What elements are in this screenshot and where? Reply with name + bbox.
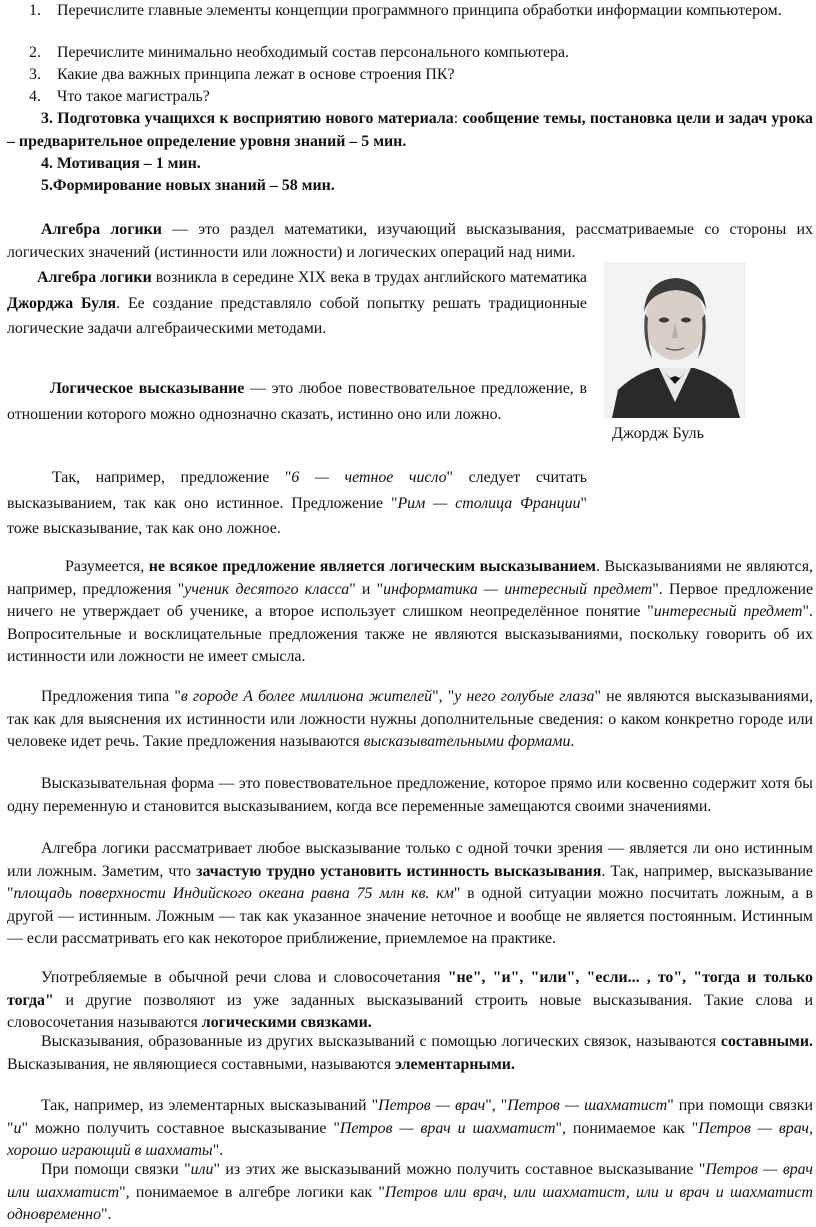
example-phrase: информатика — интересный предмет [383, 580, 653, 598]
paragraph-text: ". Первое предложение ничего не утверждает об ученике, а второе использует слишком неопределённое понятие " [7, 580, 814, 621]
paragraph-form-definition [7, 773, 813, 818]
paragraph-text: " следует считать высказыванием, так как оно истинное. Предложение " [7, 469, 588, 512]
paragraph-example [7, 465, 587, 542]
paragraph-text: " при помощи связки " [7, 1097, 813, 1137]
paragraph-text: Так, например, предложение " [52, 469, 292, 486]
emphasis-bold: не всякое предложение является логическим высказыванием [148, 558, 596, 575]
paragraph-text: . [570, 733, 575, 751]
list-item [0, 86, 792, 109]
list-number: 2. [29, 44, 41, 61]
example-phrase: Петров — врач, хорошо играющий в шахматы [7, 1119, 813, 1160]
paragraph-connectives [7, 967, 813, 1035]
example-phrase: Петров — врач [378, 1097, 486, 1114]
paragraph-text: " и " [349, 580, 384, 598]
stage-3-title: 3. Подготовка учащихся к восприятию нового материала [41, 110, 454, 127]
paragraph-text: ", понимаемое в алгебре логики как " [119, 1183, 385, 1201]
paragraph-text: — это любое повествовательное предложение, в отношении которого можно однозначно сказать, истинно оно или ложно. [7, 380, 587, 423]
paragraph-text: Употребляемые в обычной речи слова и словосочетания [41, 969, 448, 986]
connective-words: "не", "и", "или", "если... , то", "тогда и только тогда" [7, 969, 813, 1009]
paragraph-text: " тоже высказывание, так как оно ложное. [7, 494, 587, 537]
example-phrase: Петров или врач, или шахматист, или и врач и шахматист одновременно [7, 1183, 813, 1224]
paragraph-text: ". Вопросительные и восклицательные предложения также не являются высказываниями, поскольку говорить об их истинности или ложности не имеет смысла. [7, 603, 813, 666]
paragraph-text: ". [101, 1206, 112, 1224]
example-phrase: у него голубые глаза [454, 688, 595, 705]
example-phrase: или [190, 1161, 214, 1178]
term-logical-statement: Логическое высказывание [50, 380, 245, 397]
paragraph-text: . Высказываниями не являются, например, предложения " [7, 558, 813, 598]
paragraph-text: . Так, например, высказывание " [7, 862, 813, 903]
example-phrase: и [13, 1119, 22, 1137]
paragraph-text: ". [212, 1142, 224, 1160]
term-statement-forms: высказывательными формами [363, 733, 571, 751]
list-number: 3. [29, 66, 41, 83]
list-item [0, 42, 792, 65]
emphasis-bold: зачастую трудно установить истинность высказывания [196, 862, 602, 880]
paragraph-text: Разумеется, [65, 558, 149, 575]
paragraph-text: Алгебра логики рассматривает любое высказывание только с одной точки зрения — является ли оно истинным или ложным. Заметим, что [7, 840, 813, 880]
paragraph-text: Высказывательная форма — это повествовательное предложение, которое прямо или косвенно содержит хотя бы одну переменную и становится высказыванием, когда все переменные замещаются своими значениями. [7, 775, 813, 815]
paragraph-text: ", " [432, 688, 455, 705]
portrait-caption: Джордж Буль [612, 425, 704, 442]
paragraph-statement-forms [7, 686, 813, 754]
paragraph-text: " можно получить составное высказывание " [21, 1119, 340, 1137]
list-text: Перечислите минимально необходимый состав персонального компьютера. [57, 44, 569, 61]
list-item [0, 64, 792, 87]
example-phrase: площадь поверхности Индийского океана равна 75 млн кв. км [13, 885, 454, 903]
paragraph-text: При помощи связки " [41, 1161, 191, 1178]
example-phrase: ученик десятого класса [184, 580, 350, 598]
example-phrase: интересный предмет [653, 603, 803, 621]
list-number: 4. [29, 88, 41, 105]
paragraph-text: и другие позволяют из уже заданных высказываний строить новые высказывания. Такие слова и словосочетания называются [7, 991, 813, 1032]
paragraph-text: возникла в середине XIX века в трудах английского математика [151, 269, 587, 286]
list-text: Какие два важных принципа лежат в основе строения ПК? [57, 66, 455, 83]
paragraph-truth [7, 838, 813, 951]
example-true-statement: 6 — четное число [291, 469, 447, 486]
example-phrase: Петров — шахматист [507, 1097, 668, 1114]
paragraph-text: . Ее создание представляло собой попытку решать традиционные логические задачи алгебраическими методами. [7, 294, 587, 337]
paragraph-text: " из этих же высказываний можно получить составное высказывание " [213, 1161, 706, 1178]
stage-4-heading [7, 153, 813, 176]
portrait-image [604, 262, 746, 418]
paragraph-text: — это раздел математики, изучающий высказывания, рассматриваемые со стороны их логических значений (истинности или ложности) и логических операций над ними. [7, 221, 814, 261]
example-phrase: в городе А более миллиона жителей [180, 688, 433, 705]
paragraph-text: Так, например, из элементарных высказываний " [41, 1097, 379, 1114]
example-phrase: Петров — врач и шахматист [339, 1119, 556, 1137]
list-item [0, 0, 792, 45]
paragraph-algebra-origin [7, 265, 587, 342]
example-phrase: Петров — врач или шахматист [7, 1161, 813, 1201]
paragraph-example-and [7, 1095, 813, 1163]
paragraph-statement-definition [7, 376, 587, 427]
term-logical-connectives: логическими связками. [201, 1014, 372, 1032]
list-number: 1. [29, 2, 41, 19]
term-compound: составными. [720, 1033, 813, 1050]
question-list [0, 0, 816, 105]
paragraph-not-every-sentence [7, 556, 813, 669]
stage-5-heading [7, 175, 813, 198]
george-boole-portrait [604, 262, 746, 418]
term-algebra-logic: Алгебра логики [37, 269, 152, 286]
list-text: Перечислите главные элементы концепции программного принципа обработки информации компьютером. [57, 2, 782, 19]
paragraph-text: ", понимаемое как " [555, 1119, 699, 1137]
term-algebra-logic: Алгебра логики [41, 221, 162, 238]
paragraph-example-or [7, 1159, 813, 1227]
paragraph-text: Высказывания, образованные из других высказываний с помощью логических связок, называются [41, 1033, 721, 1050]
list-text: Что такое магистраль? [57, 88, 210, 105]
paragraph-compound [7, 1031, 813, 1076]
stage-3-colon: : [453, 110, 463, 127]
stage-5-title: 5.Формирование новых знаний – 58 мин. [41, 177, 335, 194]
paragraph-text: ", " [485, 1097, 508, 1114]
term-elementary: элементарными. [395, 1055, 515, 1073]
paragraph-text: Предложения типа " [41, 688, 181, 705]
paragraph-text: " в одной ситуации можно посчитать ложным, а в другой — истинным. Ложным — так как указанное значение неточное и вообще не является постоянным. Истинным — если рассматривать его как некоторое приближение, приемлемое на практике. [7, 885, 813, 948]
stage-4-title: 4. Мотивация – 1 мин. [41, 155, 201, 172]
paragraph-text: Высказывания, не являющиеся составными, называются [7, 1055, 396, 1073]
stage-3-heading [7, 108, 813, 153]
name-george-boole: Джорджа Буля [7, 294, 117, 312]
paragraph-text: " не являются высказываниями, так как для выяснения их истинности или ложности нужны дополнительные сведения: о каком конкретно городе или человеке идет речь. Такие предложения называются [7, 688, 814, 751]
stage-3-description: сообщение темы, постановка цели и задач урока – предварительное определение уровня знаний – 5 мин. [7, 110, 814, 150]
example-false-statement: Рим — столица Франции [397, 494, 581, 512]
paragraph-algebra-definition [7, 219, 813, 264]
